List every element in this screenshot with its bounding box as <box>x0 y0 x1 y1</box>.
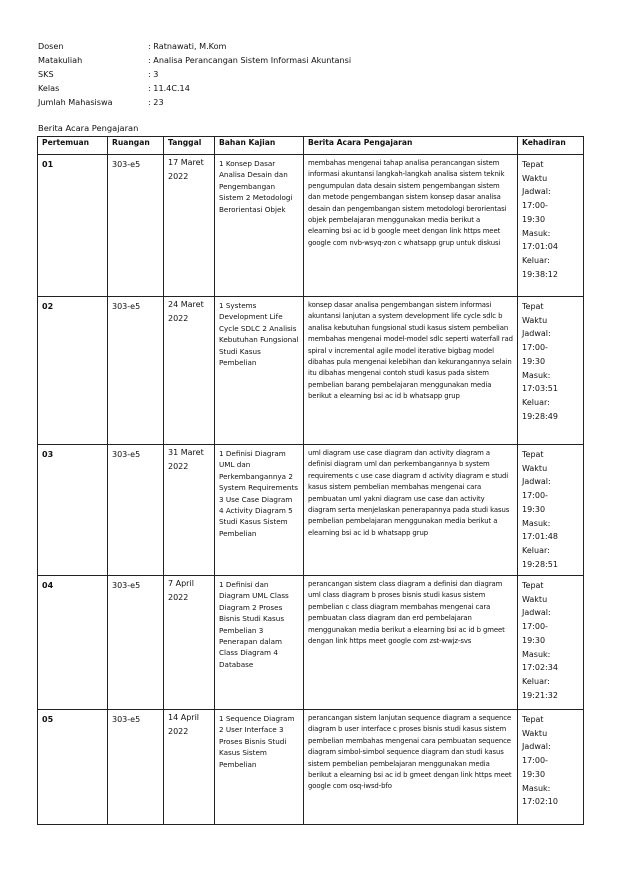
cell-ruangan: 303-e5 <box>108 155 164 297</box>
attendance-line: 17:00- <box>522 343 548 353</box>
cell-bahan-kajian: 1 Systems Development Life Cycle SDLC 2 Analisis Kebutuhan Fungsional Studi Kasus Pembelian <box>215 297 304 445</box>
info-value: : 11.4C.14 <box>148 83 190 94</box>
attendance-line: Jadwal: <box>522 477 551 487</box>
table-row <box>38 155 584 297</box>
attendance-line: 17:00- <box>522 491 548 501</box>
cell-kehadiran <box>518 710 584 825</box>
cell-bahan-kajian: 1 Konsep Dasar Analisa Desain dan Pengembangan Sistem 2 Metodologi Berorientasi Objek <box>215 155 304 297</box>
attendance-line: 19:30 <box>522 635 546 645</box>
attendance-line: 17:00- <box>522 622 548 632</box>
cell-tanggal: 14 April 2022 <box>164 710 215 825</box>
attendance-line: 19:30 <box>522 356 546 366</box>
attendance-line: Keluar: <box>522 397 550 407</box>
info-label: Jumlah Mahasiswa <box>38 97 113 108</box>
teaching-report-table <box>37 136 584 825</box>
attendance-line: 19:28:49 <box>522 411 558 421</box>
attendance-line: Tepat <box>522 581 544 590</box>
attendance-line: 17:00- <box>522 756 548 766</box>
table-row <box>38 297 584 445</box>
cell-kehadiran <box>518 576 584 710</box>
section-title: Berita Acara Pengajaran <box>38 123 139 133</box>
cell-ruangan: 303-e5 <box>108 710 164 825</box>
attendance-line: 17:00- <box>522 201 548 211</box>
info-label: Matakuliah <box>38 55 83 66</box>
attendance-line: 17:02:10 <box>522 797 558 807</box>
info-value: : Ratnawati, M.Kom <box>148 41 227 51</box>
cell-pertemuan: 03 <box>38 445 108 576</box>
table-row <box>38 710 584 825</box>
attendance-line: Jadwal: <box>522 187 551 197</box>
attendance-line: Tepat <box>522 302 544 311</box>
info-row-kelas <box>38 81 351 95</box>
attendance-line: Masuk: <box>522 228 551 238</box>
attendance-line: Waktu <box>522 315 548 325</box>
attendance-line: 17:01:48 <box>522 532 558 542</box>
info-value: : 3 <box>148 69 159 80</box>
cell-tanggal: 17 Maret 2022 <box>164 155 215 297</box>
cell-pertemuan: 01 <box>38 155 108 297</box>
cell-kehadiran <box>518 297 584 445</box>
info-row-sks <box>38 67 351 81</box>
attendance-line: Waktu <box>522 728 548 738</box>
attendance-line: Masuk: <box>522 649 551 659</box>
info-label: Dosen <box>38 41 64 51</box>
attendance-line: Tepat <box>522 450 544 459</box>
attendance-line: Waktu <box>522 463 548 473</box>
cell-berita-acara: perancangan sistem class diagram a definisi dan diagram uml class diagram b proses bisnis studi kasus sistem pembelian c class diagram membahas mengenai cara pembuatan class diagram dan erd pembelajaran menggunakan media berikut a elearning bsi ac id b gmeet dengan link https meet google com zst-wwjz-svs <box>304 576 518 710</box>
table-row <box>38 576 584 710</box>
column-header-pertemuan: Pertemuan <box>38 137 108 155</box>
table-header-row <box>38 137 584 155</box>
attendance-line: 19:21:32 <box>522 690 558 700</box>
attendance-line: Masuk: <box>522 370 551 380</box>
info-row-matakuliah <box>38 53 351 67</box>
attendance-line: 19:30 <box>522 504 546 514</box>
attendance-line: Keluar: <box>522 255 550 265</box>
cell-ruangan: 303-e5 <box>108 297 164 445</box>
attendance-line: 17:02:34 <box>522 663 558 673</box>
info-label: SKS <box>38 69 54 80</box>
attendance-line: Tepat <box>522 160 544 169</box>
course-info <box>38 39 351 109</box>
column-header-ruangan: Ruangan <box>108 137 164 155</box>
info-row-jumlah-mahasiswa <box>38 95 351 109</box>
cell-pertemuan: 02 <box>38 297 108 445</box>
cell-berita-acara: konsep dasar analisa pengembangan sistem informasi akuntansi lanjutan a system development life cycle sdlc b analisa kebutuhan fungsional studi kasus sistem pembelian membahas mengenai model-model sdlc seperti waterfall rad spiral v incremental agile model iterative bigbag model dibahas pula mengenai kelebihan dan kekurangannya selain itu dibahas mengenai contoh studi kasus pada sistem pembelian barang pembelajaran menggunakan media berikut a elearning bsi ac id b whatsapp grup <box>304 297 518 445</box>
cell-ruangan: 303-e5 <box>108 445 164 576</box>
attendance-line: Jadwal: <box>522 742 551 752</box>
cell-pertemuan: 04 <box>38 576 108 710</box>
attendance-line: 17:03:51 <box>522 384 558 394</box>
cell-berita-acara: uml diagram use case diagram dan activity diagram a definisi diagram uml dan perkembangannya b system requirements c use case diagram d activity diagram e studi kasus sistem pembelian membahas mengenai cara pembuatan uml yakni diagram use case dan activity diagram serta menjelaskan penerapannya pada studi kasus pembelian pembelajaran menggunakan media berikut a elearning bsi ac id b whatsapp grup <box>304 445 518 576</box>
cell-bahan-kajian: 1 Sequence Diagram 2 User Interface 3 Proses Bisnis Studi Kasus Sistem Pembelian <box>215 710 304 825</box>
info-value: : 23 <box>148 97 164 108</box>
cell-bahan-kajian: 1 Definisi Diagram UML dan Perkembangannya 2 System Requirements 3 Use Case Diagram 4 Activity Diagram 5 Studi Kasus Sistem Pembelian <box>215 445 304 576</box>
column-header-berita-acara: Berita Acara Pengajaran <box>304 137 518 155</box>
attendance-line: 19:28:51 <box>522 559 558 569</box>
info-label: Kelas <box>38 83 60 94</box>
cell-bahan-kajian: 1 Definisi dan Diagram UML Class Diagram 2 Proses Bisnis Studi Kasus Pembelian 3 Penerapan dalam Class Diagram 4 Database <box>215 576 304 710</box>
info-value: : Analisa Perancangan Sistem Informasi Akuntansi <box>148 55 352 66</box>
attendance-line: 17:01:04 <box>522 242 558 252</box>
column-header-tanggal: Tanggal <box>164 137 215 155</box>
attendance-line: Waktu <box>522 173 548 183</box>
attendance-line: Jadwal: <box>522 608 551 618</box>
column-header-kehadiran: Kehadiran <box>518 137 584 155</box>
cell-berita-acara: perancangan sistem lanjutan sequence diagram a sequence diagram b user interface c proses bisnis studi kasus sistem pembelian membahas mengenai cara pembuatan sequence diagram simbol-simbol sequence diagram dan studi kasus sistem pembelian pembelajaran menggunakan media berikut a elearning bsi ac id b gmeet dengan link https meet google com osq-iwsd-bfo <box>304 710 518 825</box>
attendance-line: Keluar: <box>522 545 550 555</box>
attendance-line: 19:38:12 <box>522 269 558 279</box>
cell-tanggal: 24 Maret 2022 <box>164 297 215 445</box>
attendance-line: 19:30 <box>522 214 546 224</box>
attendance-line: Keluar: <box>522 676 550 686</box>
table-row <box>38 445 584 576</box>
info-row-dosen <box>38 39 351 53</box>
cell-pertemuan: 05 <box>38 710 108 825</box>
attendance-line: Masuk: <box>522 783 551 793</box>
cell-kehadiran <box>518 445 584 576</box>
column-header-bahan-kajian: Bahan Kajian <box>215 137 304 155</box>
cell-tanggal: 31 Maret 2022 <box>164 445 215 576</box>
cell-ruangan: 303-e5 <box>108 576 164 710</box>
cell-kehadiran <box>518 155 584 297</box>
attendance-line: Jadwal: <box>522 329 551 339</box>
cell-berita-acara: membahas mengenai tahap analisa perancangan sistem informasi akuntansi langkah-langkah analisa sistem teknik pengumpulan data desain sistem pengembangan sistem dan metode pengembangan sistem konsep dasar analisa desain dan pengembangan sistem metodologi berorientasi objek pembelajaran menggunakan media berikut a elearning bsi ac id b google meet dengan link https meet google com nvb-wsyq-zon c whatsapp grup untuk diskusi <box>304 155 518 297</box>
attendance-line: Masuk: <box>522 518 551 528</box>
attendance-line: 19:30 <box>522 769 546 779</box>
cell-tanggal: 7 April 2022 <box>164 576 215 710</box>
attendance-line: Tepat <box>522 715 544 724</box>
attendance-line: Waktu <box>522 594 548 604</box>
